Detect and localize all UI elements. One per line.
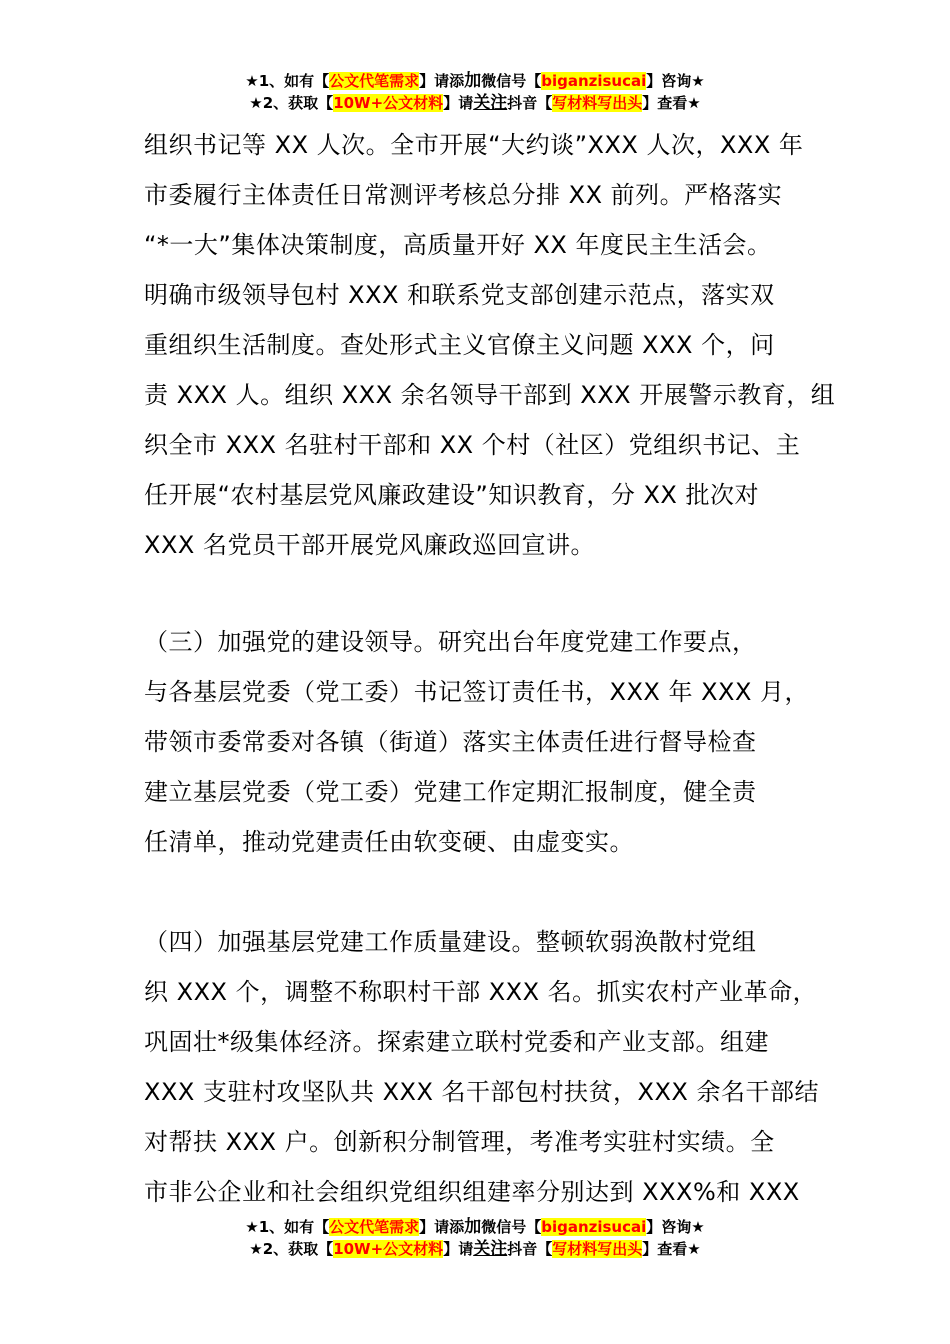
text-line: 带领市委常委对各镇（街道）落实主体责任进行督导检查 (144, 728, 757, 756)
text-line: 织 XXX 个，调整不称职村干部 XXX 名。抓实农村产业革命， (144, 978, 818, 1006)
paragraph-section-3 (144, 617, 812, 867)
highlight-wechat-id: biganzisucai (541, 72, 647, 90)
header-banner (0, 70, 950, 114)
text-line: 重组织生活制度。查处形式主义官僚主义问题 XXX 个，问 (144, 331, 775, 359)
highlight-douyin-account: 写材料写出头 (552, 94, 643, 112)
text-line: 对帮扶 XXX 户。创新积分制管理，考准考实驻村实绩。全 (144, 1128, 775, 1156)
text-line: （四）加强基层党建工作质量建设。整顿软弱涣散村党组 (144, 928, 757, 956)
footer-banner (0, 1216, 950, 1260)
text-line: （三）加强党的建设领导。研究出台年度党建工作要点， (144, 628, 757, 656)
highlight-douyin-account: 写材料写出头 (552, 1240, 643, 1258)
text-line: XXX 名党员干部开展党风廉政巡回宣讲。 (144, 531, 595, 559)
highlight-materials: 10W+公文材料 (333, 94, 444, 112)
highlight-materials: 10W+公文材料 (333, 1240, 444, 1258)
paragraph-continuation (144, 120, 836, 570)
text-line: XXX 支驻村攻坚队共 XXX 名干部包村扶贫，XXX 余名干部结 (144, 1078, 819, 1106)
banner-line-1: ★1、如有【公文代笔需求】请添加微信号【biganzisucai】咨询★ (245, 1217, 705, 1237)
text-line: 任开展“农村基层党风廉政建设”知识教育，分 XX 批次对 (144, 481, 760, 509)
text-line: 组织书记等 XX 人次。全市开展“大约谈”XXX 人次，XXX 年 (144, 131, 804, 159)
text-line: 市非公企业和社会组织党组织组建率分别达到 XXX%和 XXX (144, 1178, 800, 1206)
banner-line-2: ★2、获取【10W+公文材料】请关注抖音【写材料写出头】查看★ (249, 1239, 701, 1259)
text-line: 织全市 XXX 名驻村干部和 XX 个村（社区）党组织书记、主 (144, 431, 801, 459)
highlight-wechat-id: biganzisucai (541, 1218, 647, 1236)
text-line: 责 XXX 人。组织 XXX 余名领导干部到 XXX 开展警示教育，组 (144, 381, 836, 409)
text-line: 市委履行主体责任日常测评考核总分排 XX 前列。严格落实 (144, 181, 783, 209)
text-line: 建立基层党委（党工委）党建工作定期汇报制度，健全责 (144, 778, 757, 806)
highlight-writing-service: 公文代笔需求 (329, 72, 420, 90)
paragraph-section-4 (144, 917, 819, 1217)
text-line: 与各基层党委（党工委）书记签订责任书，XXX 年 XXX 月， (144, 678, 810, 706)
text-line: “*一大”集体决策制度，高质量开好 XX 年度民主生活会。 (144, 231, 772, 259)
text-line: 巩固壮*级集体经济。探索建立联村党委和产业支部。组建 (144, 1028, 769, 1056)
banner-line-1: ★1、如有【公文代笔需求】请添加微信号【biganzisucai】咨询★ (245, 71, 705, 91)
highlight-writing-service: 公文代笔需求 (329, 1218, 420, 1236)
text-line: 明确市级领导包村 XXX 和联系党支部创建示范点，落实双 (144, 281, 775, 309)
text-line: 任清单，推动党建责任由软变硬、由虚变实。 (144, 828, 634, 856)
banner-line-2: ★2、获取【10W+公文材料】请关注抖音【写材料写出头】查看★ (249, 93, 701, 113)
